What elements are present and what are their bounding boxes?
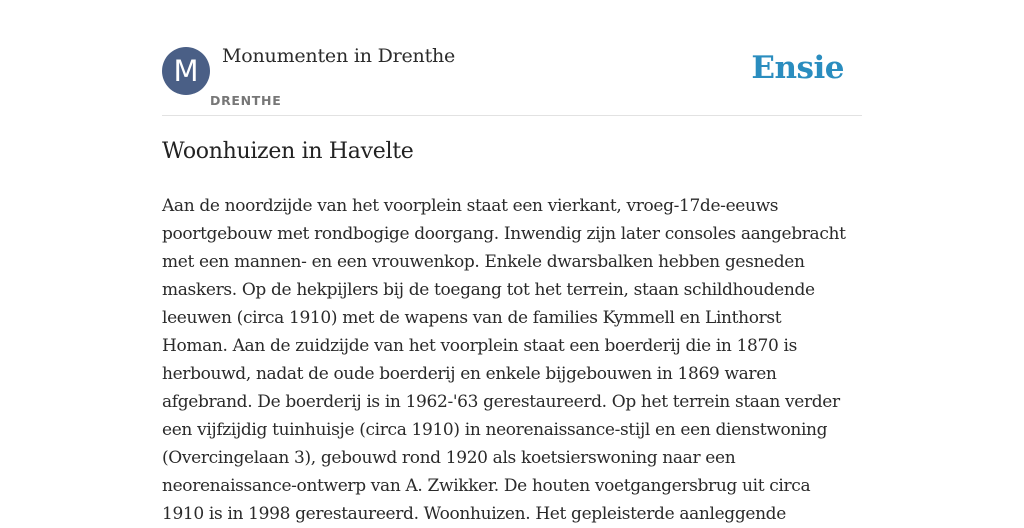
body-line: poortgebouw met rondbogige doorgang. Inwendig zijn later consoles aangebracht [162, 224, 846, 244]
body-line: Homan. Aan de zuidzijde van het voorplein staat een boerderij die in 1870 is [162, 336, 797, 356]
page-header [162, 0, 862, 116]
body-line: Aan de noordzijde van het voorplein staat een vierkant, vroeg-17de-eeuws [162, 196, 779, 216]
body-line: (Overcingelaan 3), gebouwd rond 1920 als koetsierswoning naar een [162, 448, 736, 468]
body-line: afgebrand. De boerderij is in 1962-'63 gerestaureerd. Op het terrein staan verder [162, 392, 840, 412]
article-title: Woonhuizen in Havelte [162, 139, 414, 164]
source-subtitle[interactable]: DRENTHE [210, 93, 282, 108]
body-line: herbouwd, nadat de oude boerderij en enkele bijgebouwen in 1869 waren [162, 364, 777, 384]
body-line: neorenaissance-ontwerp van A. Zwikker. De houten voetgangersbrug uit circa [162, 476, 811, 496]
body-line: maskers. Op de hekpijlers bij de toegang tot het terrein, staan schildhoudende [162, 280, 815, 300]
article-body [162, 192, 862, 528]
body-line: leeuwen (circa 1910) met de wapens van de families Kymmell en Linthorst [162, 308, 782, 328]
body-line: met een mannen- en een vrouwenkop. Enkele dwarsbalken hebben gesneden [162, 252, 805, 272]
site-logo[interactable]: Ensie [751, 50, 844, 86]
avatar[interactable]: M [162, 47, 210, 95]
body-line: 1910 is in 1998 gerestaureerd. Woonhuizen. Het gepleisterde aanleggende [162, 504, 786, 524]
body-line: een vijfzijdig tuinhuisje (circa 1910) in neorenaissance-stijl en een dienstwoning [162, 420, 828, 440]
source-title[interactable]: Monumenten in Drenthe [222, 45, 456, 67]
